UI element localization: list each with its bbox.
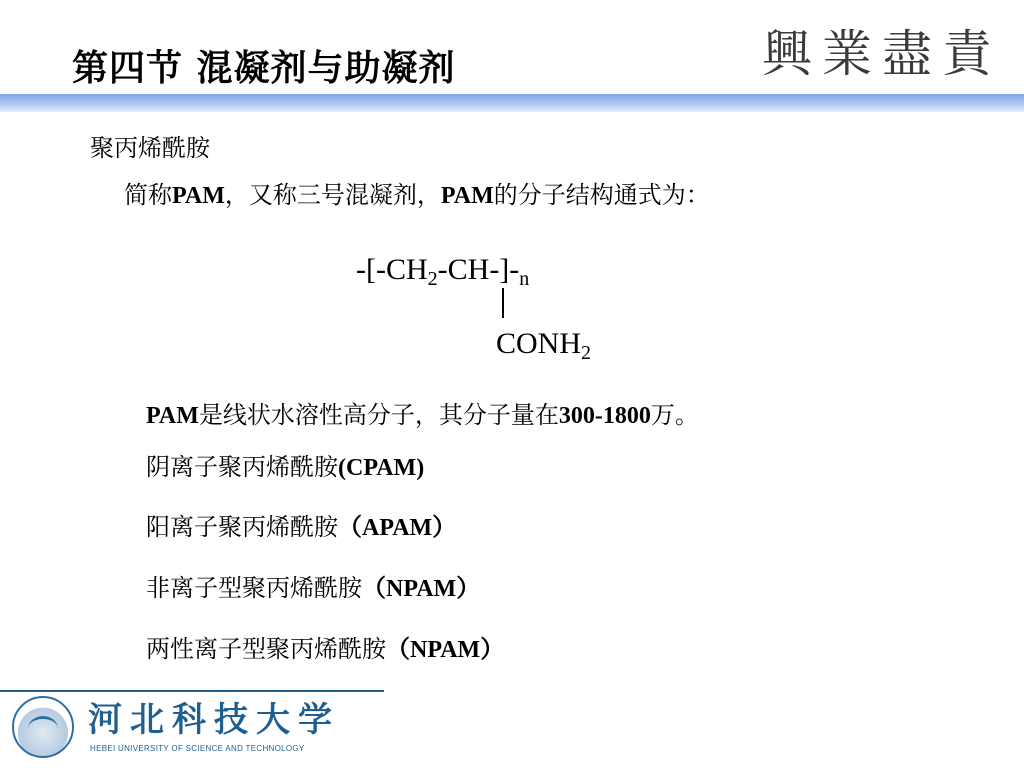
formula-chain-n: n (519, 268, 530, 290)
section-heading: 聚丙烯酰胺 (90, 134, 210, 162)
slide-title: 第四节 混凝剂与助凝剂 (72, 48, 456, 89)
header-band (0, 94, 1024, 112)
university-logo-icon (12, 696, 74, 758)
intro-abbr: PAM (172, 183, 225, 209)
type-abbr: (CPAM) (338, 455, 425, 481)
desc-unit: 万。 (650, 401, 699, 429)
intro-middle: ，又称三号混凝剂， (224, 181, 441, 209)
university-name-cn: 河北科技大学 (88, 700, 340, 740)
motto-calligraphy: 興業盡責 (762, 25, 1002, 83)
description-line (146, 400, 699, 431)
formula-bond (502, 288, 504, 318)
desc-range: 300-1800 (558, 403, 651, 429)
formula-side-group (496, 326, 591, 362)
formula-chain-b: -CH-]- (437, 253, 520, 286)
type-name: 两性离子型聚丙烯酰胺 (146, 635, 386, 663)
desc-abbr: PAM (146, 403, 199, 429)
type-abbr: （NPAM） (362, 576, 481, 602)
type-name: 非离子型聚丙烯酰胺 (146, 574, 362, 602)
type-item (146, 512, 456, 543)
type-item (146, 573, 480, 604)
formula-chain-sub: 2 (427, 268, 438, 290)
type-name: 阳离子聚丙烯酰胺 (146, 513, 338, 541)
desc-text: 是线状水溶性高分子，其分子量在 (198, 401, 559, 429)
formula-side-sub: 2 (581, 342, 592, 364)
type-item (146, 634, 504, 665)
type-item (146, 452, 424, 483)
type-name: 阴离子聚丙烯酰胺 (146, 453, 338, 481)
intro-suffix: 的分子结构通式为： (493, 181, 710, 209)
type-abbr: （NPAM） (386, 637, 505, 663)
type-abbr: （APAM） (338, 515, 457, 541)
formula-chain (356, 252, 529, 288)
intro-abbr2: PAM (440, 183, 494, 209)
intro-prefix: 简称 (124, 181, 172, 209)
formula-side-text: CONH (496, 327, 582, 360)
intro-line (124, 180, 710, 211)
formula-chain-a: -[-CH (356, 253, 428, 286)
footer-divider (0, 690, 384, 692)
university-name-en: HEBEI UNIVERSITY OF SCIENCE AND TECHNOLOGY (90, 744, 305, 753)
